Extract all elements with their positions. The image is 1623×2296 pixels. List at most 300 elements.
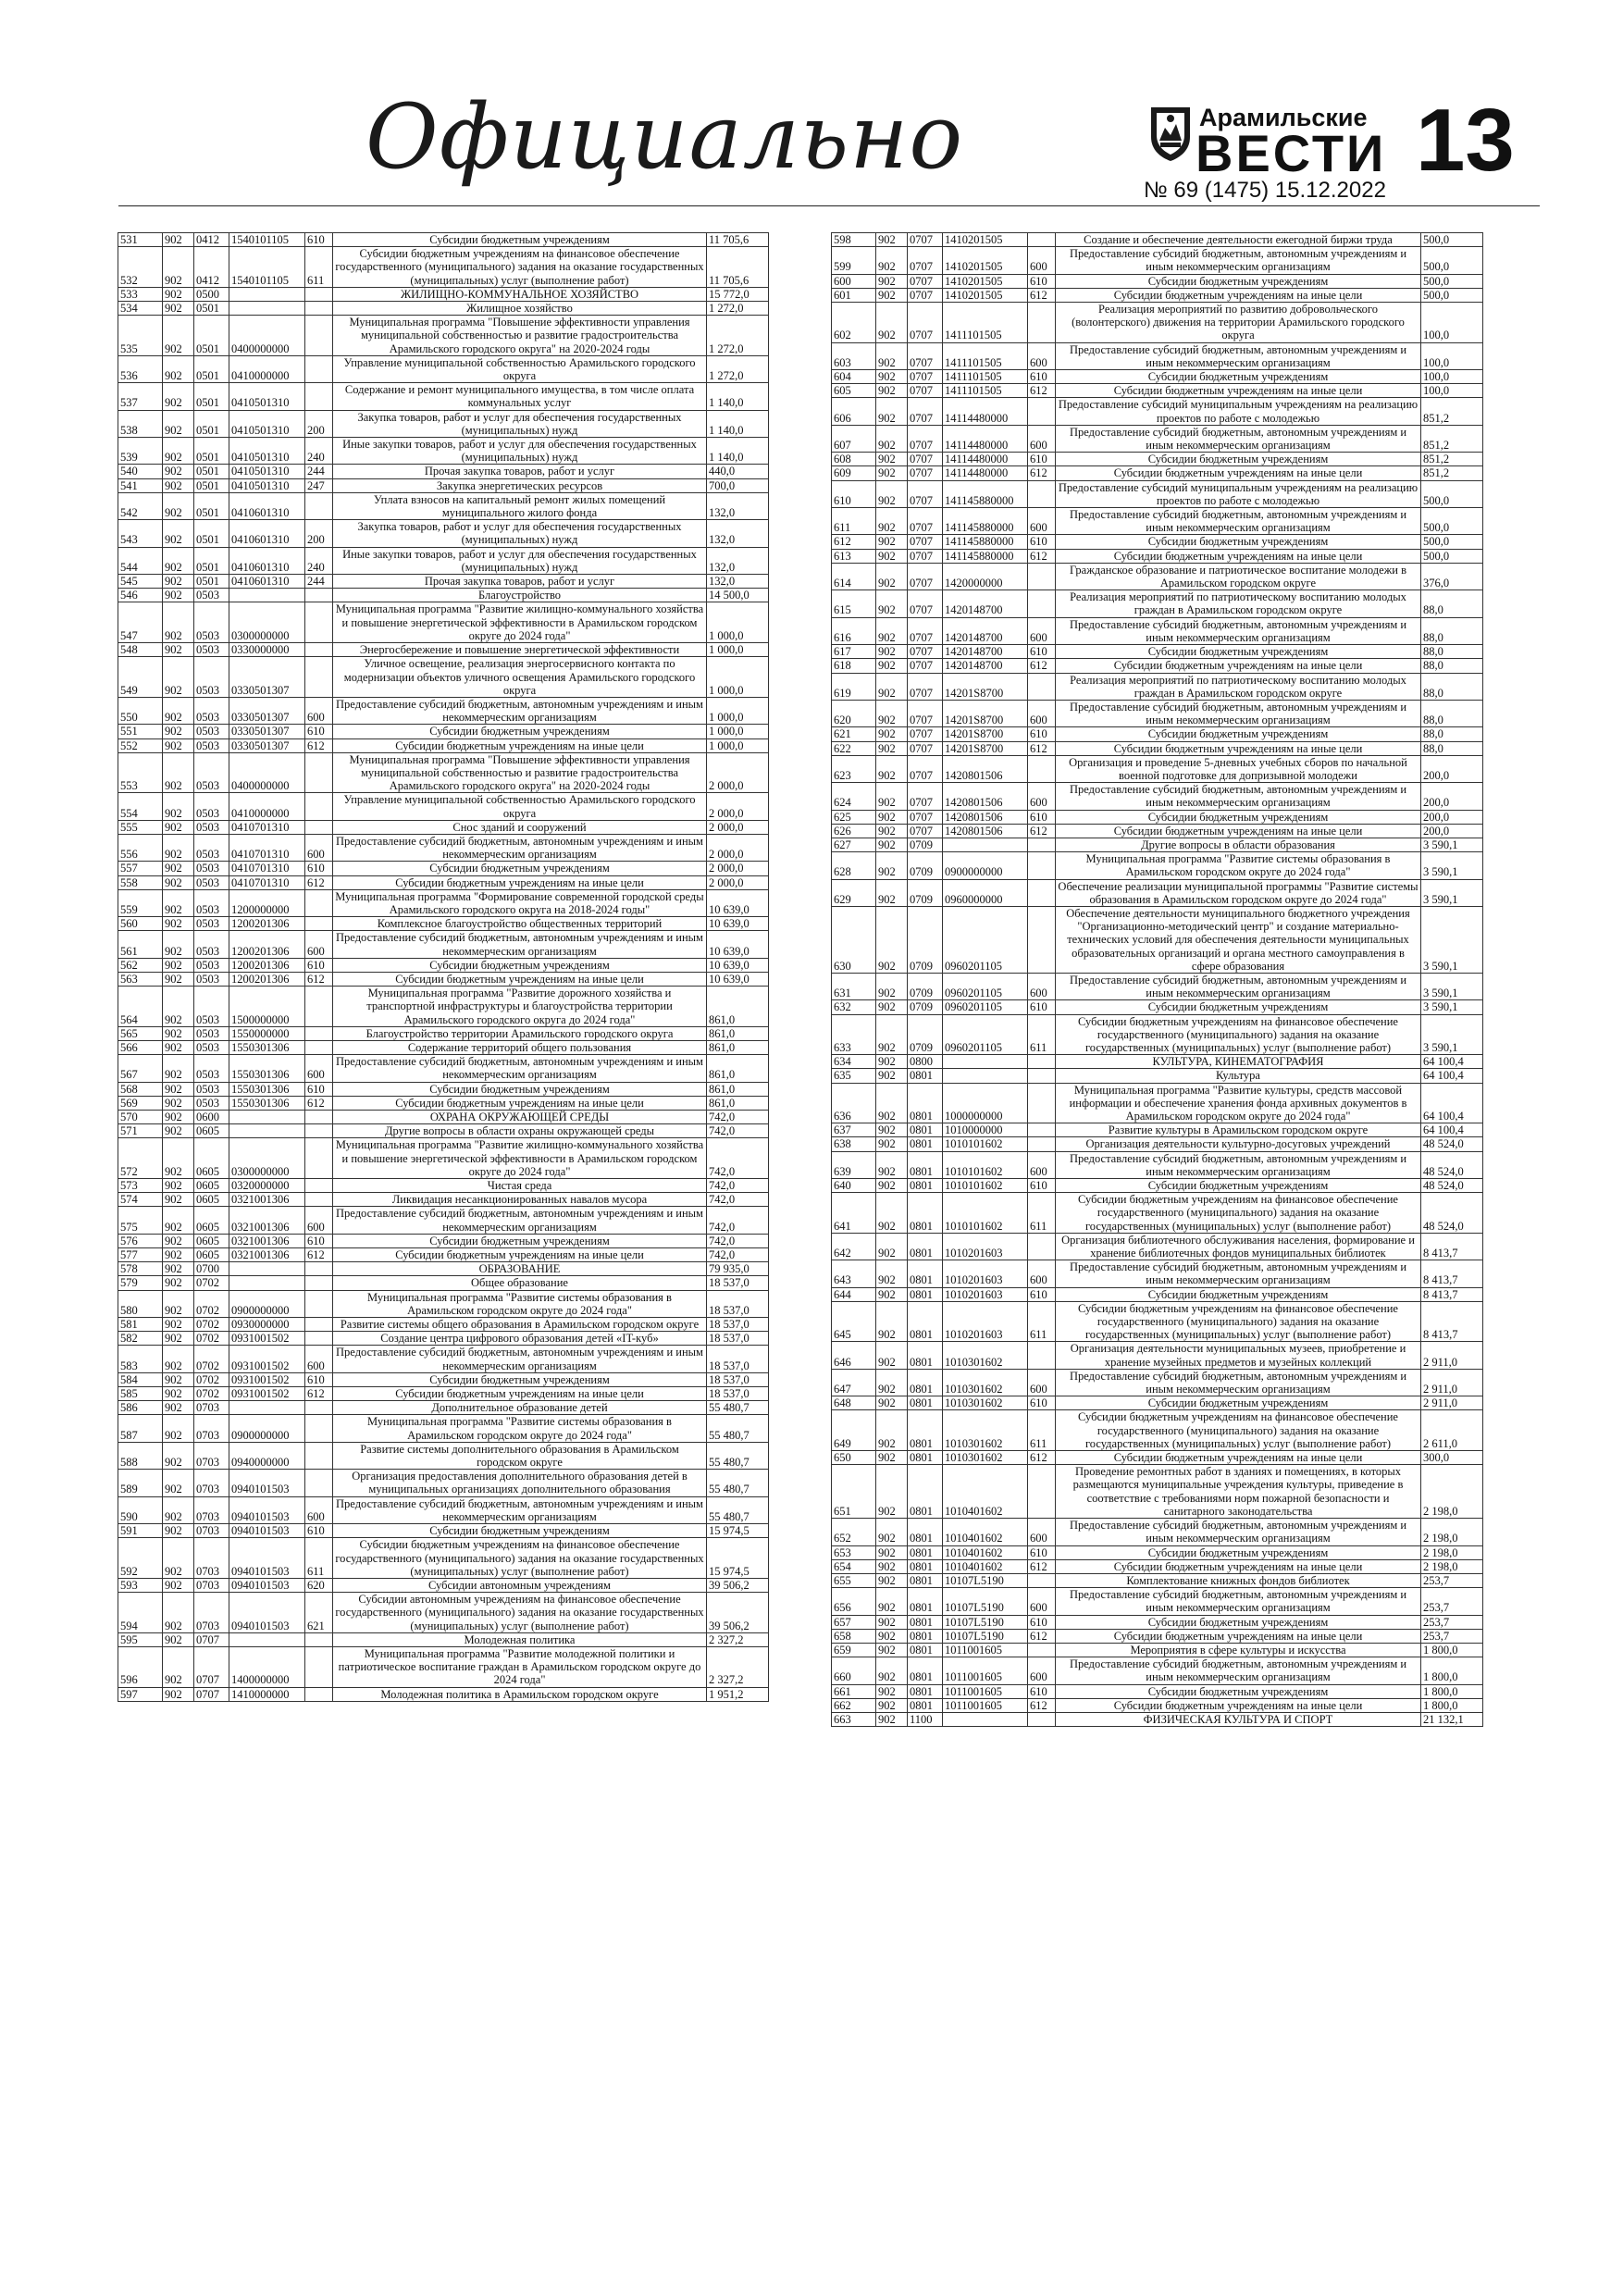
table-row: [118, 820, 769, 834]
expense-type-code: 610: [1028, 810, 1056, 824]
item-name: Субсидии бюджетным учреждениям: [1056, 1615, 1421, 1629]
row-number: 620: [832, 700, 876, 726]
row-number: 602: [832, 303, 876, 343]
item-name: Муниципальная программа "Повышение эффективности управления муниципальной собственностью и развитие градостроительства Арамильского городского округа" на 2020-2024 годы: [333, 752, 707, 793]
section-code: 0503: [194, 657, 229, 698]
ministry-code: 902: [876, 1573, 908, 1587]
expense-type-code: 600: [305, 931, 333, 958]
expense-type-code: 612: [1028, 549, 1056, 563]
expense-type-code: [1028, 1465, 1056, 1519]
brand-name-top: Арамильские: [1199, 104, 1368, 131]
expense-type-code: 610: [305, 1082, 333, 1096]
ministry-code: 902: [163, 1387, 194, 1401]
section-code: 0707: [908, 590, 943, 617]
section-code: 0703: [194, 1524, 229, 1538]
row-number: 616: [832, 617, 876, 644]
section-code: 0501: [194, 547, 229, 574]
item-name: Субсидии бюджетным учреждениям на иные цели: [333, 972, 707, 986]
amount: 500,0: [1421, 508, 1483, 535]
amount: 39 506,2: [707, 1593, 769, 1633]
ministry-code: 902: [876, 1233, 908, 1260]
ministry-code: 902: [163, 1538, 194, 1579]
section-code: 0801: [908, 1369, 943, 1396]
target-article-code: 0330501307: [229, 738, 305, 752]
row-number: 540: [118, 465, 163, 478]
target-article-code: 1010201603: [943, 1260, 1028, 1287]
target-article-code: 14114480000: [943, 453, 1028, 466]
table-row: [118, 657, 769, 698]
row-number: 605: [832, 384, 876, 398]
row-number: 618: [832, 659, 876, 673]
amount: 742,0: [707, 1248, 769, 1262]
section-code: 0707: [908, 755, 943, 782]
row-number: 631: [832, 973, 876, 999]
ministry-code: 902: [163, 1055, 194, 1082]
amount: 3 590,1: [1421, 973, 1483, 999]
table-row: [118, 917, 769, 931]
target-article-code: 0940101503: [229, 1578, 305, 1592]
section-code: 0707: [908, 617, 943, 644]
expense-type-code: [305, 602, 333, 643]
target-article-code: 0940101503: [229, 1470, 305, 1496]
table-row: [832, 1657, 1483, 1684]
row-number: 641: [832, 1193, 876, 1234]
section-code: 0801: [908, 1519, 943, 1545]
target-article-code: 0900000000: [943, 852, 1028, 879]
ministry-code: 902: [163, 492, 194, 519]
table-row: [832, 398, 1483, 425]
section-code: 0703: [194, 1578, 229, 1592]
ministry-code: 902: [163, 1111, 194, 1124]
item-name: Субсидии бюджетным учреждениям на иные цели: [333, 1096, 707, 1110]
target-article-code: [943, 1712, 1028, 1726]
ministry-code: 902: [876, 1657, 908, 1684]
ministry-code: 902: [163, 1332, 194, 1346]
item-name: Создание и обеспечение деятельности ежегодной биржи труда: [1056, 233, 1421, 247]
section-code: 0503: [194, 834, 229, 861]
table-row: [832, 453, 1483, 466]
item-name: Муниципальная программа "Развитие дорожного хозяйства и транспортной инфраструктуры и благоустройства территории Арамильского городского округа до 2024 года": [333, 987, 707, 1027]
amount: 2 198,0: [1421, 1559, 1483, 1573]
item-name: Иные закупки товаров, работ и услуг для обеспечения государственных (муниципальных) нужд: [333, 438, 707, 465]
item-name: Снос зданий и сооружений: [333, 820, 707, 834]
expense-type-code: 610: [1028, 274, 1056, 288]
row-number: 577: [118, 1248, 163, 1262]
ministry-code: 902: [876, 1519, 908, 1545]
ministry-code: 902: [876, 617, 908, 644]
expense-type-code: [305, 657, 333, 698]
table-row: [832, 1369, 1483, 1396]
target-article-code: 1200201306: [229, 972, 305, 986]
target-article-code: 0960201105: [943, 906, 1028, 973]
section-code: 0503: [194, 793, 229, 820]
ministry-code: 902: [876, 1069, 908, 1083]
section-code: 0801: [908, 1465, 943, 1519]
ministry-code: 902: [163, 1372, 194, 1386]
budget-table-left: [118, 232, 769, 1702]
row-number: 554: [118, 793, 163, 820]
city-crest-icon: [1147, 104, 1194, 163]
row-number: 645: [832, 1301, 876, 1342]
section-code: 0707: [908, 645, 943, 659]
expense-type-code: 610: [305, 1524, 333, 1538]
expense-type-code: [305, 1442, 333, 1469]
item-name: Субсидии бюджетным учреждениям: [333, 1234, 707, 1247]
expense-type-code: 612: [305, 738, 333, 752]
row-number: 565: [118, 1026, 163, 1040]
ministry-code: 902: [876, 274, 908, 288]
section-code: 0412: [194, 233, 229, 247]
row-number: 538: [118, 410, 163, 437]
target-article-code: 1010401602: [943, 1465, 1028, 1519]
expense-type-code: [305, 1138, 333, 1179]
expense-type-code: [305, 302, 333, 316]
expense-type-code: [1028, 1342, 1056, 1369]
target-article-code: 1550301306: [229, 1055, 305, 1082]
ministry-code: 902: [163, 1040, 194, 1054]
row-number: 601: [832, 288, 876, 302]
section-code: 0707: [908, 233, 943, 247]
expense-type-code: [1028, 303, 1056, 343]
item-name: Субсидии бюджетным учреждениям: [1056, 1545, 1421, 1559]
section-code: 0503: [194, 958, 229, 972]
row-number: 572: [118, 1138, 163, 1179]
table-row: [832, 288, 1483, 302]
amount: 300,0: [1421, 1451, 1483, 1465]
expense-type-code: [305, 1026, 333, 1040]
table-row: [832, 755, 1483, 782]
ministry-code: 902: [876, 645, 908, 659]
table-row: [118, 575, 769, 589]
table-row: [118, 1111, 769, 1124]
section-code: 0501: [194, 575, 229, 589]
row-number: 604: [832, 370, 876, 384]
section-code: 0605: [194, 1179, 229, 1193]
section-code: 0801: [908, 1287, 943, 1301]
ministry-code: 902: [163, 438, 194, 465]
table-row: [832, 425, 1483, 452]
section-code: 0503: [194, 931, 229, 958]
table-row: [832, 1137, 1483, 1151]
expense-type-code: 610: [305, 958, 333, 972]
target-article-code: 1420801506: [943, 810, 1028, 824]
amount: 15 974,5: [707, 1538, 769, 1579]
row-number: 548: [118, 643, 163, 657]
target-article-code: 1010301602: [943, 1396, 1028, 1410]
section-code: 0503: [194, 820, 229, 834]
target-article-code: 1010101602: [943, 1151, 1028, 1178]
amount: 132,0: [707, 520, 769, 547]
item-name: Другие вопросы в области охраны окружающей среды: [333, 1124, 707, 1138]
row-number: 624: [832, 783, 876, 810]
table-row: [118, 1524, 769, 1538]
ministry-code: 902: [876, 1151, 908, 1178]
ministry-code: 902: [163, 931, 194, 958]
section-code: 0801: [908, 1410, 943, 1451]
table-row: [118, 862, 769, 875]
section-code: 0801: [908, 1342, 943, 1369]
expense-type-code: [305, 316, 333, 356]
table-row: [832, 274, 1483, 288]
expense-type-code: 244: [305, 465, 333, 478]
section-code: 0501: [194, 520, 229, 547]
row-number: 539: [118, 438, 163, 465]
ministry-code: 902: [163, 889, 194, 916]
row-number: 621: [832, 727, 876, 741]
section-code: 0503: [194, 987, 229, 1027]
item-name: Дополнительное образование детей: [333, 1401, 707, 1415]
section-code: 0703: [194, 1496, 229, 1523]
ministry-code: 902: [163, 1096, 194, 1110]
ministry-code: 902: [876, 1055, 908, 1069]
ministry-code: 902: [876, 1083, 908, 1123]
ministry-code: 902: [876, 590, 908, 617]
target-article-code: 1410201505: [943, 274, 1028, 288]
target-article-code: 10107L5190: [943, 1629, 1028, 1643]
target-article-code: 14201S8700: [943, 741, 1028, 755]
amount: 18 537,0: [707, 1318, 769, 1332]
table-row: [118, 602, 769, 643]
row-number: 652: [832, 1519, 876, 1545]
target-article-code: 1420801506: [943, 824, 1028, 838]
row-number: 632: [832, 1000, 876, 1014]
amount: 64 100,4: [1421, 1069, 1483, 1083]
expense-type-code: 610: [305, 233, 333, 247]
table-row: [118, 752, 769, 793]
expense-type-code: 240: [305, 438, 333, 465]
target-article-code: 0940101503: [229, 1593, 305, 1633]
page-header: [0, 0, 1623, 222]
item-name: Субсидии бюджетным учреждениям на иные цели: [1056, 1698, 1421, 1712]
section-code: 0709: [908, 906, 943, 973]
budget-table-left-column: [118, 232, 769, 1702]
ministry-code: 902: [876, 508, 908, 535]
amount: 48 524,0: [1421, 1137, 1483, 1151]
section-code: 0709: [908, 1014, 943, 1055]
target-article-code: 0940101503: [229, 1496, 305, 1523]
table-row: [832, 1151, 1483, 1178]
amount: 851,2: [1421, 425, 1483, 452]
table-row: [832, 1559, 1483, 1573]
ministry-code: 902: [876, 247, 908, 274]
target-article-code: 0900000000: [229, 1415, 305, 1442]
target-article-code: 1010401602: [943, 1559, 1028, 1573]
expense-type-code: 612: [1028, 1698, 1056, 1712]
ministry-code: 902: [163, 987, 194, 1027]
target-article-code: 0410701310: [229, 875, 305, 889]
section-code: 0707: [908, 563, 943, 590]
table-row: [832, 1451, 1483, 1465]
amount: 8 413,7: [1421, 1287, 1483, 1301]
expense-type-code: [1028, 852, 1056, 879]
amount: 376,0: [1421, 563, 1483, 590]
table-row: [118, 1082, 769, 1096]
ministry-code: 902: [876, 741, 908, 755]
item-name: Субсидии автономным учреждениям: [333, 1578, 707, 1592]
item-name: Обеспечение реализации муниципальной программы "Развитие системы образования в Арамильском городском округе до 2024 года": [1056, 879, 1421, 906]
expense-type-code: [305, 987, 333, 1027]
target-article-code: 0960000000: [943, 879, 1028, 906]
ministry-code: 902: [876, 1342, 908, 1369]
amount: 100,0: [1421, 370, 1483, 384]
table-row: [118, 1193, 769, 1207]
row-number: 569: [118, 1096, 163, 1110]
item-name: Предоставление субсидий бюджетным, автономным учреждениям и иным некоммерческим организациям: [333, 834, 707, 861]
row-number: 630: [832, 906, 876, 973]
section-code: 1100: [908, 1712, 943, 1726]
ministry-code: 902: [163, 657, 194, 698]
expense-type-code: 610: [1028, 535, 1056, 549]
amount: 2 000,0: [707, 752, 769, 793]
item-name: Общее образование: [333, 1276, 707, 1290]
table-row: [118, 1138, 769, 1179]
section-code: 0707: [908, 453, 943, 466]
item-name: Предоставление субсидий бюджетным, автономным учреждениям и иным некоммерческим организациям: [1056, 342, 1421, 369]
expense-type-code: [305, 1040, 333, 1054]
amount: 742,0: [707, 1234, 769, 1247]
amount: 440,0: [707, 465, 769, 478]
item-name: Предоставление субсидий бюджетным, автономным учреждениям и иным некоммерческим организациям: [1056, 1588, 1421, 1615]
section-code: 0707: [908, 673, 943, 700]
expense-type-code: [305, 1415, 333, 1442]
ministry-code: 902: [163, 1234, 194, 1247]
ministry-code: 902: [876, 1615, 908, 1629]
ministry-code: 902: [876, 1588, 908, 1615]
table-row: [118, 520, 769, 547]
target-article-code: 0321001306: [229, 1248, 305, 1262]
section-code: 0707: [908, 480, 943, 507]
ministry-code: 902: [876, 1193, 908, 1234]
item-name: Содержание и ремонт муниципального имущества, в том числе оплата коммунальных услуг: [333, 383, 707, 410]
item-name: Развитие культуры в Арамильском городском округе: [1056, 1123, 1421, 1137]
target-article-code: 1420148700: [943, 645, 1028, 659]
expense-type-code: 611: [305, 1538, 333, 1579]
target-article-code: 1010301602: [943, 1342, 1028, 1369]
expense-type-code: [305, 1687, 333, 1701]
ministry-code: 902: [163, 725, 194, 738]
amount: 500,0: [1421, 233, 1483, 247]
item-name: Субсидии бюджетным учреждениям на иные цели: [1056, 384, 1421, 398]
amount: 8 413,7: [1421, 1233, 1483, 1260]
ministry-code: 902: [876, 1137, 908, 1151]
expense-type-code: 600: [1028, 1369, 1056, 1396]
item-name: Субсидии бюджетным учреждениям на иные цели: [1056, 1629, 1421, 1643]
expense-type-code: [305, 1632, 333, 1646]
target-article-code: 0931001502: [229, 1332, 305, 1346]
table-row: [832, 673, 1483, 700]
ministry-code: 902: [163, 862, 194, 875]
amount: 500,0: [1421, 274, 1483, 288]
table-row: [832, 1615, 1483, 1629]
target-article-code: 0930000000: [229, 1318, 305, 1332]
section-code: 0801: [908, 1151, 943, 1178]
target-article-code: 1200201306: [229, 917, 305, 931]
row-number: 592: [118, 1538, 163, 1579]
section-code: 0501: [194, 478, 229, 492]
table-row: [832, 617, 1483, 644]
item-name: Прочая закупка товаров, работ и услуг: [333, 575, 707, 589]
amount: 39 506,2: [707, 1578, 769, 1592]
section-code: 0709: [908, 1000, 943, 1014]
table-row: [832, 1410, 1483, 1451]
target-article-code: [229, 1262, 305, 1276]
amount: 1 951,2: [707, 1687, 769, 1701]
row-number: 547: [118, 602, 163, 643]
table-row: [832, 1629, 1483, 1643]
section-code: 0700: [194, 1262, 229, 1276]
row-number: 627: [832, 838, 876, 851]
item-name: Реализация мероприятий по патриотическому воспитанию молодых граждан в Арамильском городском округе: [1056, 673, 1421, 700]
expense-type-code: [305, 1179, 333, 1193]
row-number: 555: [118, 820, 163, 834]
target-article-code: 0410501310: [229, 478, 305, 492]
expense-type-code: [1028, 1137, 1056, 1151]
section-code: 0703: [194, 1401, 229, 1415]
expense-type-code: 611: [1028, 1301, 1056, 1342]
row-number: 570: [118, 1111, 163, 1124]
newspaper-logo: [1147, 104, 1387, 182]
section-code: 0707: [908, 425, 943, 452]
item-name: Субсидии бюджетным учреждениям на финансовое обеспечение государственного (муниципального) задания на оказание государственных (муниципальных) услуг (выполнение работ): [1056, 1193, 1421, 1234]
ministry-code: 902: [876, 1179, 908, 1193]
section-code: 0707: [908, 700, 943, 726]
table-row: [832, 824, 1483, 838]
amount: 742,0: [707, 1193, 769, 1207]
item-name: Субсидии бюджетным учреждениям: [333, 862, 707, 875]
section-code: 0801: [908, 1643, 943, 1657]
ministry-code: 902: [876, 1396, 908, 1410]
amount: 2 198,0: [1421, 1545, 1483, 1559]
table-row: [118, 355, 769, 382]
item-name: Субсидии автономным учреждениям на финансовое обеспечение государственного (муниципального) задания на оказание государственных (муниципальных) услуг (выполнение работ): [333, 1593, 707, 1633]
item-name: Закупка товаров, работ и услуг для обеспечения государственных (муниципальных) нужд: [333, 410, 707, 437]
section-code: 0605: [194, 1207, 229, 1234]
amount: 2 611,0: [1421, 1410, 1483, 1451]
section-code: 0801: [908, 1629, 943, 1643]
section-code: 0801: [908, 1615, 943, 1629]
amount: 88,0: [1421, 673, 1483, 700]
ministry-code: 902: [876, 1698, 908, 1712]
item-name: Субсидии бюджетным учреждениям: [333, 958, 707, 972]
ministry-code: 902: [163, 1687, 194, 1701]
amount: 861,0: [707, 1082, 769, 1096]
amount: 2 000,0: [707, 875, 769, 889]
table-row: [118, 438, 769, 465]
amount: 55 480,7: [707, 1496, 769, 1523]
target-article-code: 1420148700: [943, 617, 1028, 644]
expense-type-code: [1028, 1643, 1056, 1657]
section-code: 0503: [194, 643, 229, 657]
section-code: 0503: [194, 738, 229, 752]
item-name: Благоустройство территории Арамильского городского округа: [333, 1026, 707, 1040]
target-article-code: 1011001605: [943, 1698, 1028, 1712]
amount: 851,2: [1421, 466, 1483, 480]
item-name: Ликвидация несанкционированных навалов мусора: [333, 1193, 707, 1207]
table-row: [832, 1179, 1483, 1193]
amount: 1 272,0: [707, 316, 769, 356]
row-number: 568: [118, 1082, 163, 1096]
item-name: Субсидии бюджетным учреждениям на иные цели: [333, 875, 707, 889]
section-code: 0503: [194, 862, 229, 875]
ministry-code: 902: [163, 697, 194, 724]
target-article-code: 1540101105: [229, 233, 305, 247]
item-name: Содержание территорий общего пользования: [333, 1040, 707, 1054]
item-name: Субсидии бюджетным учреждениям на иные цели: [1056, 741, 1421, 755]
ministry-code: 902: [876, 1260, 908, 1287]
table-row: [832, 1233, 1483, 1260]
target-article-code: 1410201505: [943, 288, 1028, 302]
section-code: 0503: [194, 602, 229, 643]
